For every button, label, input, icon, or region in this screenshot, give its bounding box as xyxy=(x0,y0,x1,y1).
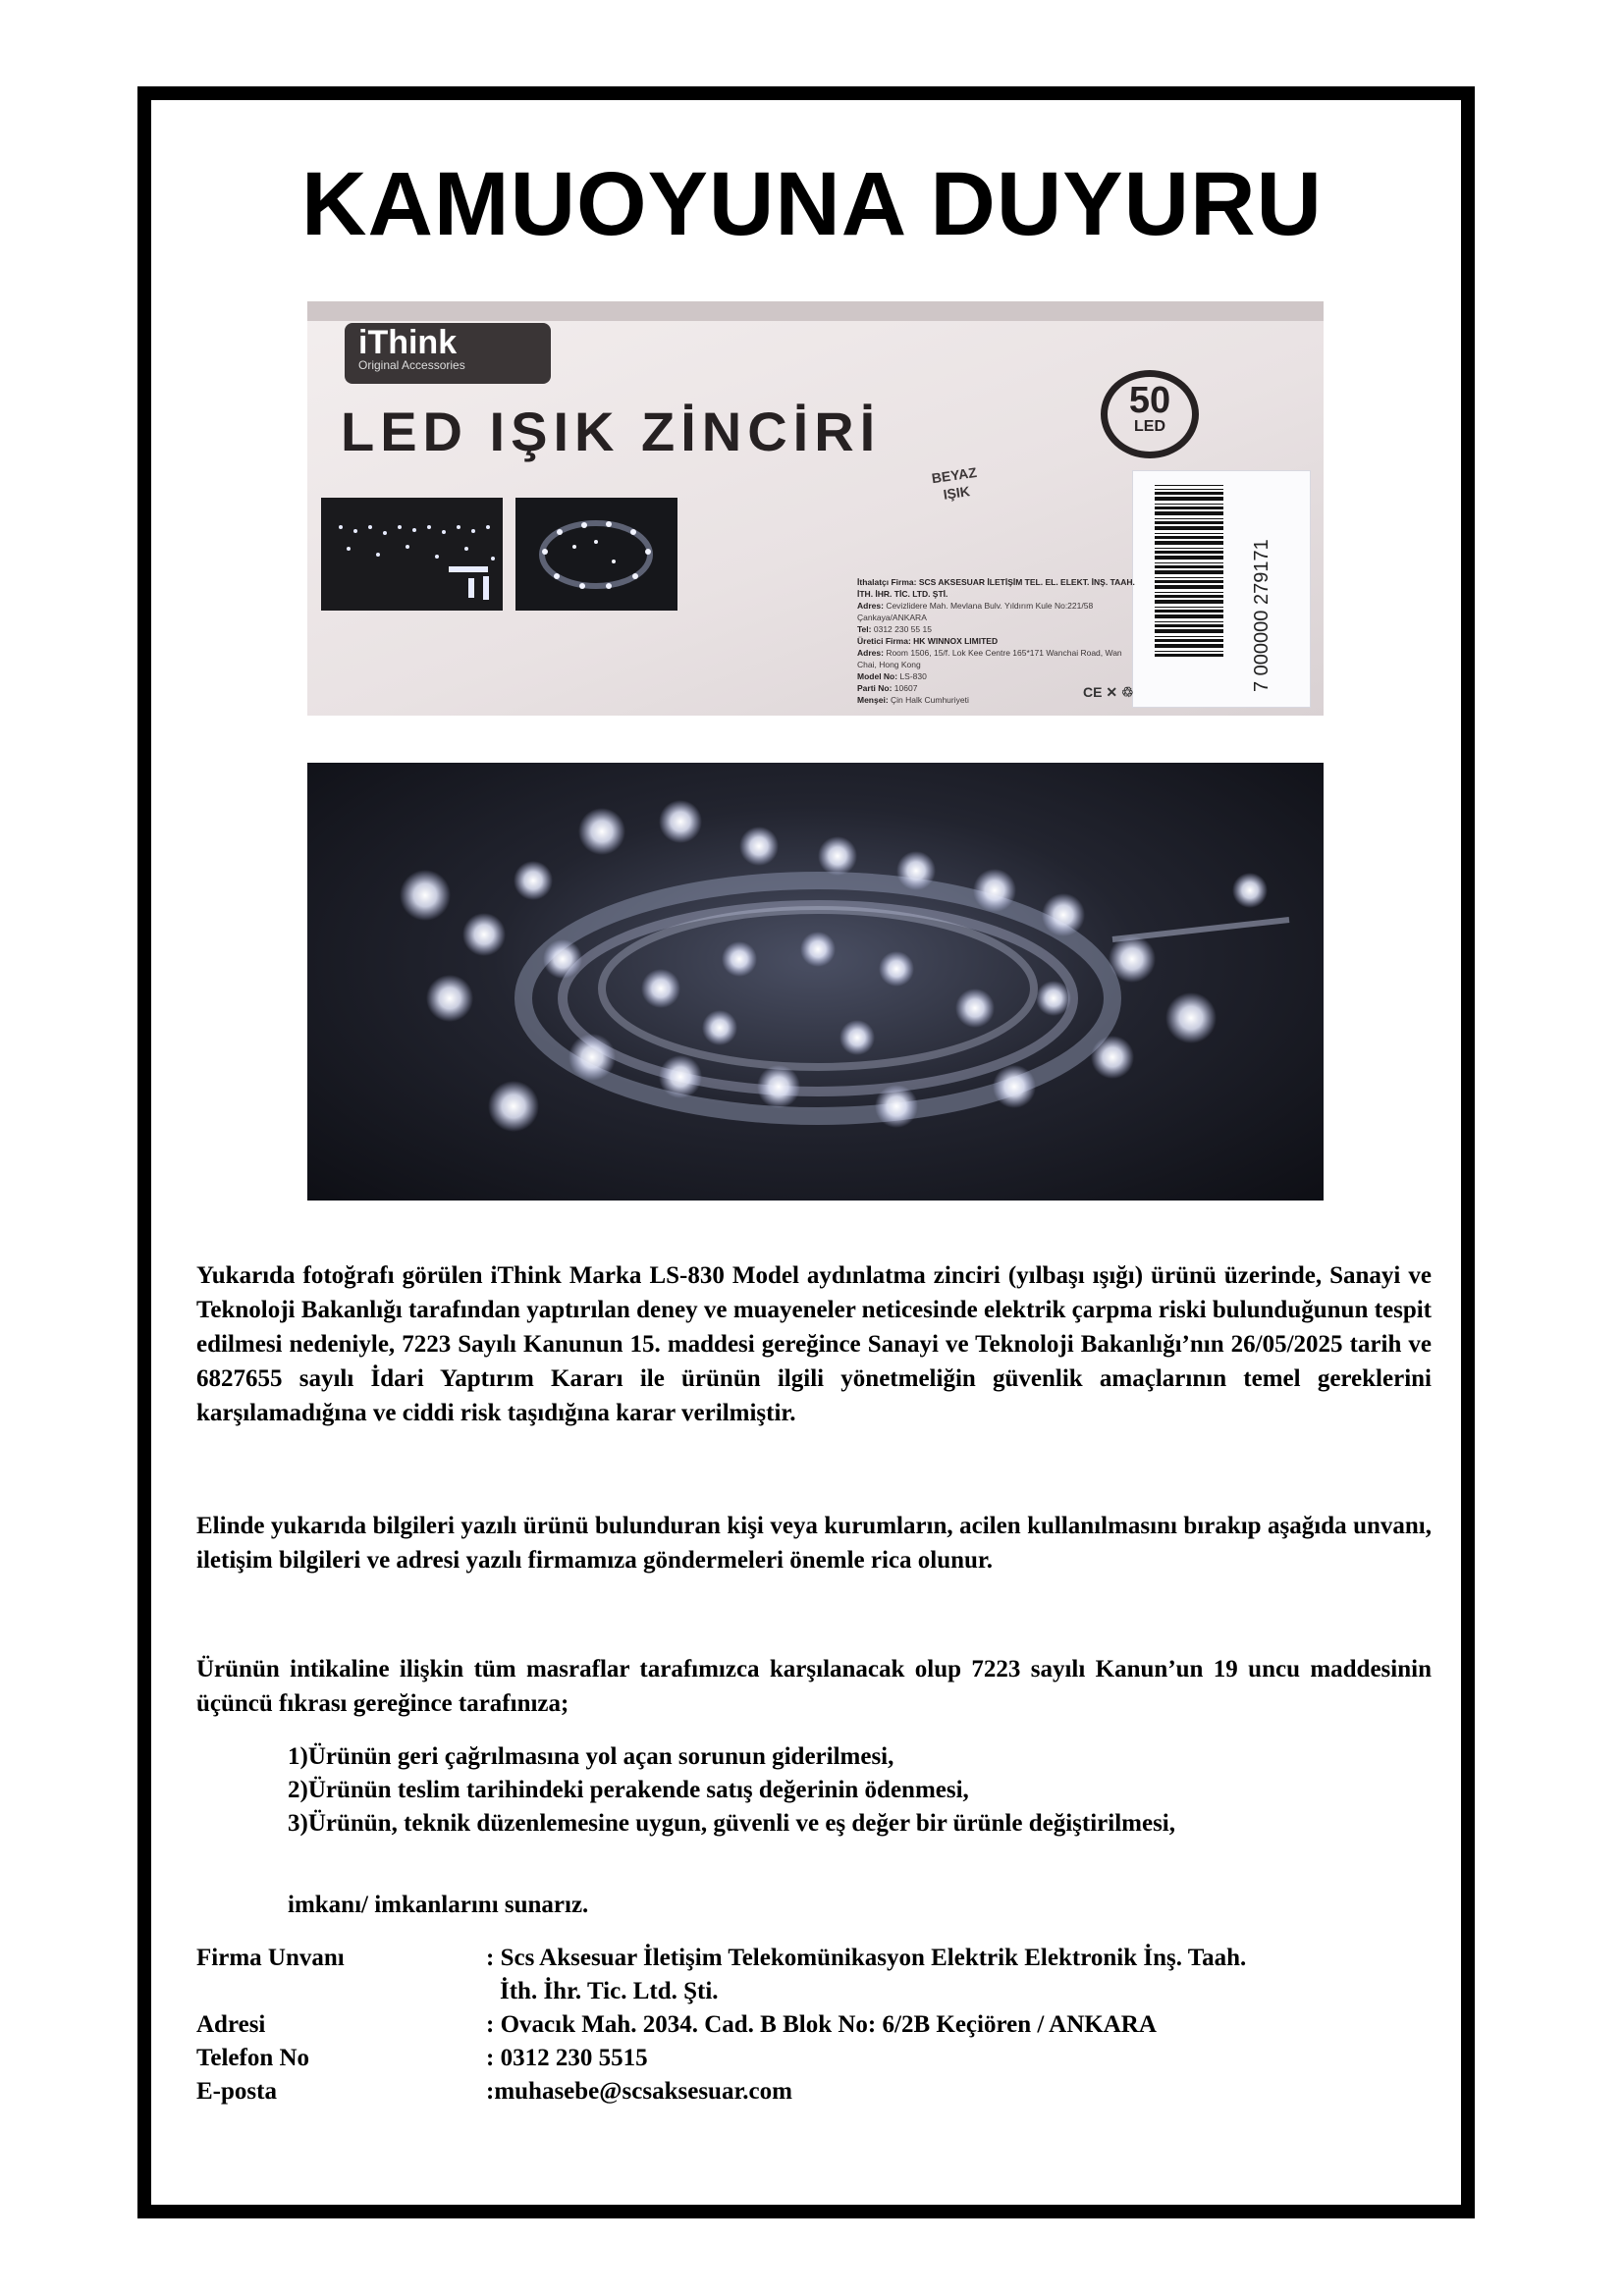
list-item: 3)Ürünün, teknik düzenlemesine uygun, güvenli ve eş değer bir ürünle değiştirilmesi, xyxy=(288,1810,1176,1837)
certification-marks: CE ✕ ♲ xyxy=(1083,684,1134,700)
paragraph-request: Elinde yukarıda bilgileri yazılı ürünü bulunduran kişi veya kurumların, acilen kullanılmasını bırakıp aşağıda unvanı, iletişim bilgileri ve adresi yazılı firmamıza göndermeleri önemle rica olunur. xyxy=(196,1513,1432,1574)
list-item: 2)Ürünün teslim tarihindeki perakende satış değerinin ödenmesi, xyxy=(288,1777,969,1803)
curtain-lights-image xyxy=(321,498,503,611)
origin-value: Çin Halk Cumhuriyeti xyxy=(891,695,969,705)
model-label: Model No: xyxy=(857,671,898,681)
led-label: LED xyxy=(1134,418,1165,435)
curtain-lights-thumbnail xyxy=(321,498,503,611)
manufacturer-label: Üretici Firma: xyxy=(857,636,911,646)
string-lights-image xyxy=(515,498,677,611)
manufacturer-value: HK WINNOX LIMITED xyxy=(913,636,999,646)
barcode-sticker xyxy=(1132,470,1311,708)
model-value: LS-830 xyxy=(899,671,927,681)
led-count: 50 xyxy=(1128,380,1171,421)
firm-address-label: Adresi xyxy=(196,2011,266,2038)
firm-info xyxy=(196,1942,1432,2109)
led-count-badge xyxy=(1101,370,1199,458)
light-color-label xyxy=(914,461,997,507)
manufacturer-address-label: Adres: xyxy=(857,648,884,658)
importer-tel: 0312 230 55 15 xyxy=(873,624,932,634)
firm-email-label: E-posta xyxy=(196,2078,277,2105)
brand-tagline: Original Accessories xyxy=(358,358,465,372)
importer-address: Cevizlidere Mah. Mevlana Bulv. Yıldırım Kule No:221/58 Çankaya/ANKARA xyxy=(857,601,1094,622)
barcode-bars xyxy=(1155,485,1223,657)
manufacturer-address: Room 1506, 15/f. Lok Kee Centre 165*171 Wanchai Road, Wan Chai, Hong Kong xyxy=(857,648,1122,669)
firm-name-label: Firma Unvanı xyxy=(196,1945,345,1971)
led-string-photo xyxy=(307,763,1324,1201)
string-lights-thumbnail xyxy=(515,498,677,611)
firm-address-row xyxy=(196,2008,1432,2042)
firm-name-line2: İth. İhr. Tic. Ltd. Şti. xyxy=(500,1978,719,2004)
led-string-image xyxy=(307,763,1324,1201)
firm-email-value: :muhasebe@scsaksesuar.com xyxy=(486,2078,792,2105)
batch-value: 10607 xyxy=(893,683,918,693)
light-color-line1: BEYAZ xyxy=(930,463,978,487)
remedies-list xyxy=(288,1740,1175,1841)
light-color-line2: IŞIK xyxy=(942,483,971,503)
brand-name: iThink xyxy=(358,324,458,361)
firm-phone-row xyxy=(196,2042,1432,2075)
batch-label: Parti No: xyxy=(857,683,893,693)
firm-name-value xyxy=(486,1942,1429,2008)
importer-value: SCS AKSESUAR İLETİŞİM TEL. EL. ELEKT. İNŞ. TAAH. İTH. İHR. TİC. LTD. ŞTİ. xyxy=(857,577,1135,599)
firm-address-value: : Ovacık Mah. 2034. Cad. B Blok No: 6/2B Keçiören / ANKARA xyxy=(486,2011,1157,2038)
paragraph-decision: Yukarıda fotoğrafı görülen iThink Marka LS-830 Model aydınlatma zinciri (yılbaşı ışığı) ürünü üzerinde, Sanayi ve Teknoloji Bakanlığı tarafından yaptırılan deney ve muayeneler neticesinde elektrik çarpma riski bulunduğunun tespit edilmesi nedeniyle, 7223 Sayılı Kanunun 15. maddesi gereğince Sanayi ve Teknoloji Bakanlığı’nın 26/05/2025 tarih ve 6827655 sayılı İdari Yaptırım Kararı ile ürünün ilgili yönetmeliğin güvenlik amaçlarının temel gereklerini karşılamadığına ve ciddi risk taşıdığına karar verilmiştir. xyxy=(196,1262,1432,1426)
paragraph-costs: Ürünün intikaline ilişkin tüm masraflar tarafımızca karşılanacak olup 7223 sayılı Kanun’un 19 uncu maddesinin üçüncü fıkrası gereğince tarafınıza; xyxy=(196,1656,1432,1717)
list-item: 1)Ürünün geri çağrılmasına yol açan sorunun giderilmesi, xyxy=(288,1743,894,1770)
barcode-number: 7 000000 279171 xyxy=(1251,539,1272,692)
origin-label: Menşei: xyxy=(857,695,889,705)
closing-line: imkanı/ imkanlarını sunarız. xyxy=(288,1892,589,1918)
box-top-strip xyxy=(307,301,1324,321)
page-title: KAMUOYUNA DUYURU xyxy=(301,154,1323,254)
importer-label: İthalatçı Firma: xyxy=(857,577,917,587)
box-heading: LED IŞIK ZİNCİRİ xyxy=(341,400,882,462)
firm-name-line1: : Scs Aksesuar İletişim Telekomünikasyon Elektrik Elektronik İnş. Taah. xyxy=(486,1945,1247,1971)
firm-phone-value: : 0312 230 5515 xyxy=(486,2045,648,2071)
product-box-photo xyxy=(307,301,1324,716)
importer-address-label: Adres: xyxy=(857,601,884,611)
firm-name-row xyxy=(196,1942,1432,2008)
firm-phone-label: Telefon No xyxy=(196,2045,310,2071)
brand-logo xyxy=(345,323,551,384)
importer-tel-label: Tel: xyxy=(857,624,872,634)
firm-email-row xyxy=(196,2075,1432,2109)
